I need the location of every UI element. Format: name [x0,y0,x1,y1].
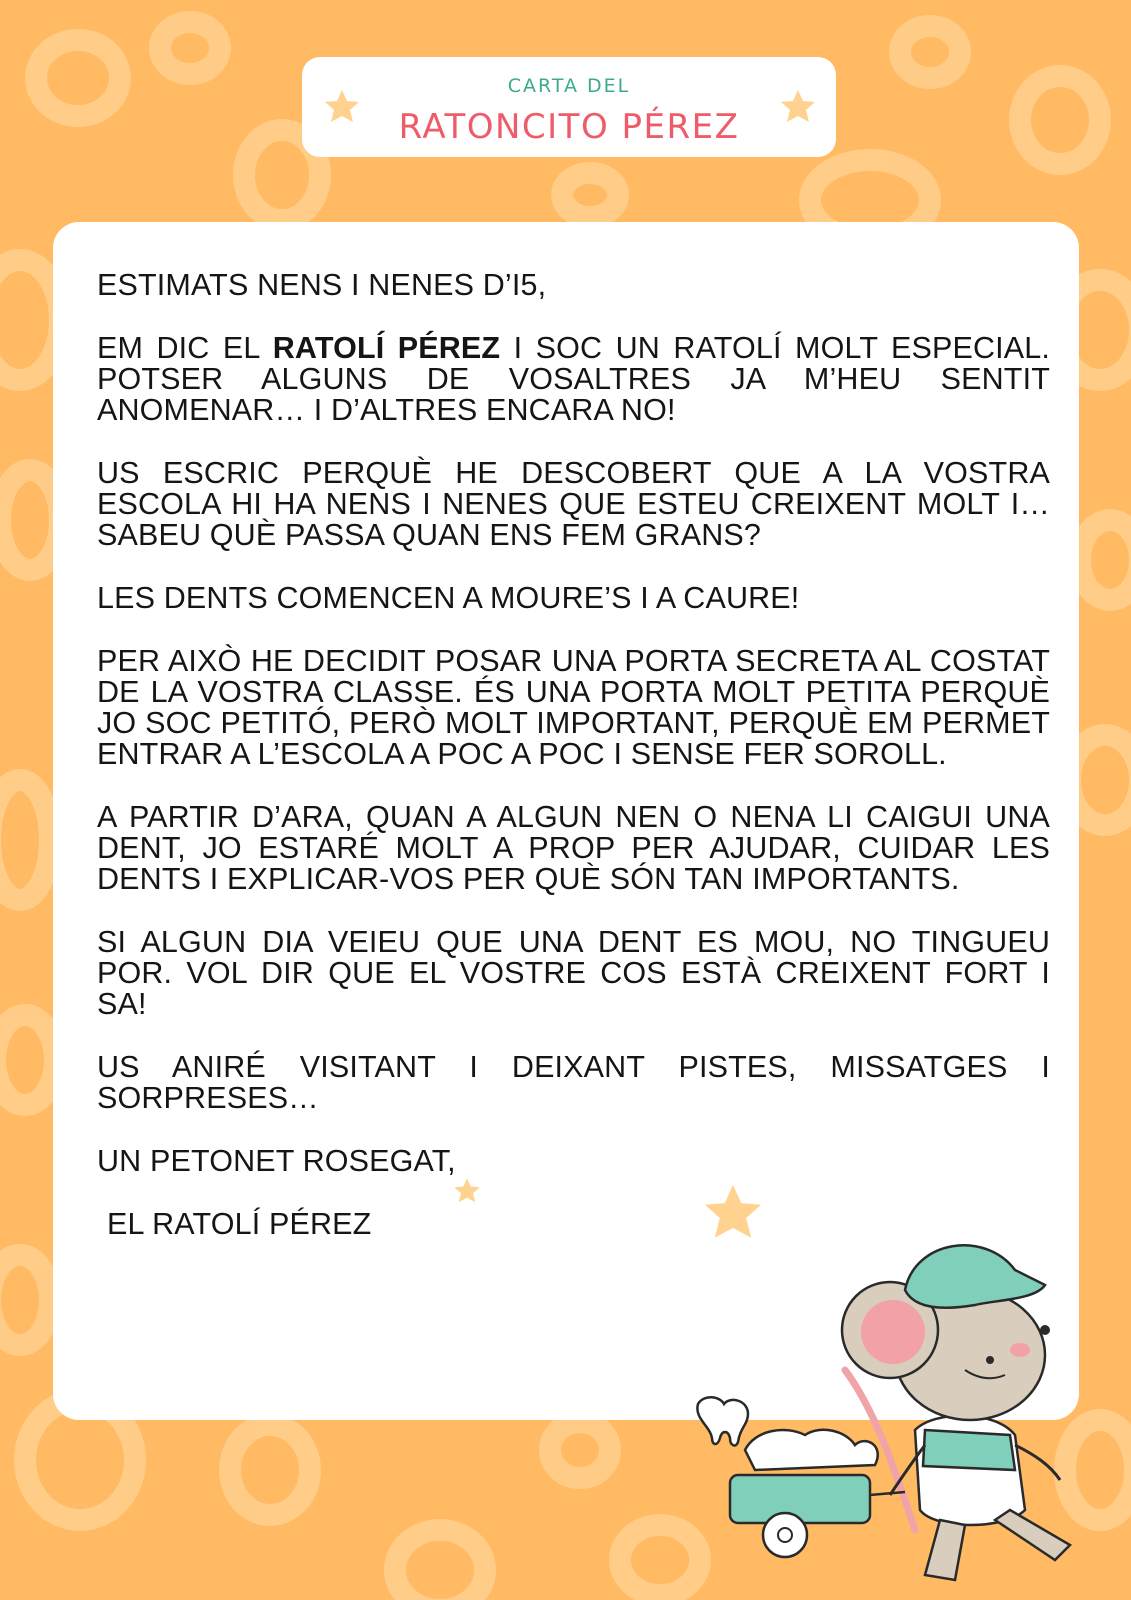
letter-greeting: ESTIMATS NENS I NENES D’I5, [97,268,547,302]
header-card [302,57,836,157]
letter-signature: EL RATOLÍ PÉREZ [107,1207,372,1241]
letter-text: I SOC UN RATOLÍ MOLT ESPECIAL. POTSER ALGUNS DE VOSALTRES JA M’HEU SENTIT ANOMENAR… I D’ALTRES ENCARA NO! [97,331,1050,427]
star-icon [778,87,818,127]
letter-closing: UN PETONET ROSEGAT, [97,1144,456,1178]
header-subtitle: CARTA DEL [507,75,631,97]
cart-of-teeth-illustration [730,1430,905,1557]
letter-text: EM DIC EL [97,331,273,365]
mouse-illustration [725,1230,1131,1600]
letter-body [97,270,1050,1272]
header-title: RATONCITO PÉREZ [398,107,740,147]
letter-paragraph: US ESCRIC PERQUÈ HE DESCOBERT QUE A LA VOSTRA ESCOLA HI HA NENS I NENES QUE ESTEU CREIXENT MOLT I… SABEU QUÈ PASSA QUAN ENS FEM GRANS? [97,456,1050,552]
letter-paragraph: A PARTIR D’ARA, QUAN A ALGUN NEN O NENA LI CAIGUI UNA DENT, JO ESTARÉ MOLT A PROP PER AJUDAR, CUIDAR LES DENTS I EXPLICAR-VOS PER QUÈ SÓN TAN IMPORTANTS. [97,800,1050,896]
letter-paragraph: SI ALGUN DIA VEIEU QUE UNA DENT ES MOU, NO TINGUEU POR. VOL DIR QUE EL VOSTRE COS ESTÀ CREIXENT FORT I SA! [97,925,1050,1021]
letter-paragraph: US ANIRÉ VISITANT I DEIXANT PISTES, MISSATGES I SORPRESES… [97,1050,1050,1115]
letter-bold-name: RATOLÍ PÉREZ [272,331,501,365]
letter-paragraph: LES DENTS COMENCEN A MOURE’S I A CAURE! [97,581,800,615]
letter-paragraph: PER AIXÒ HE DECIDIT POSAR UNA PORTA SECRETA AL COSTAT DE LA VOSTRA CLASSE. ÉS UNA PORTA MOLT PETITA PERQUÈ JO SOC PETITÓ, PERÒ MOLT IMPORTANT, PERQUÈ EM PERMET ENTRAR A L’ESCOLA A POC A POC I SENSE FER SOROLL. [97,644,1050,771]
letter-paragraph [97,333,1050,426]
star-icon [452,1176,482,1206]
